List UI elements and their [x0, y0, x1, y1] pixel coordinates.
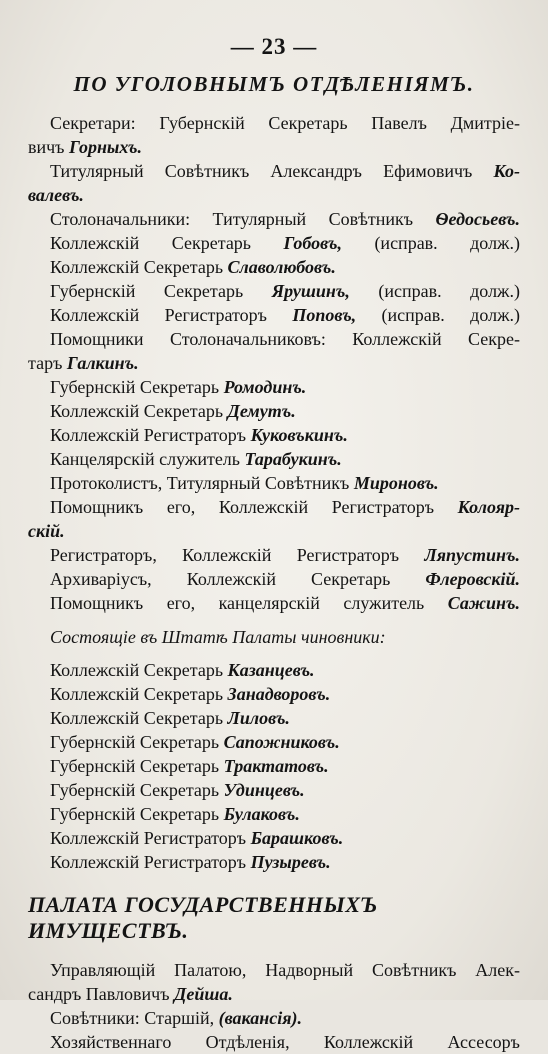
text-line — [28, 327, 520, 351]
text-line — [28, 495, 520, 519]
rank: Коллежскій Регистраторъ — [50, 828, 251, 848]
text-line — [28, 519, 520, 543]
text-line — [28, 159, 520, 183]
person-name: Мироновъ. — [353, 473, 439, 493]
line-text: Протоколистъ, Титулярный Совѣтникъ — [50, 473, 354, 493]
rank: Коллежскій Секретарь — [50, 684, 228, 704]
person-name: Ѳедосьевъ. — [435, 209, 520, 229]
text-line — [28, 231, 520, 255]
line-text: сандръ Павловичъ — [28, 984, 175, 1004]
person-name: (вакансія). — [218, 1008, 302, 1028]
line-text: Архиваріусъ, Коллежскій Секретарь — [50, 569, 426, 589]
line-note: (исправ. долж.) — [341, 233, 520, 253]
rank: Коллежскій Регистраторъ — [50, 852, 251, 872]
rank: Губернскій Секретарь — [50, 756, 224, 776]
text-line — [28, 1006, 520, 1030]
rank: Губернскій Секретарь — [50, 732, 224, 752]
person-name: Горныхъ. — [69, 137, 142, 157]
staff-list-item — [28, 658, 520, 682]
line-text: Титулярный Совѣтникъ Александръ Ефимовичъ — [50, 161, 494, 181]
text-line — [28, 399, 520, 423]
person-name: Пузыревъ. — [250, 852, 331, 872]
line-text: Губернскій Секретарь — [50, 281, 272, 301]
person-name: Лиловъ. — [227, 708, 290, 728]
line-text: Помощникъ его, канцелярскій служитель — [50, 593, 448, 613]
person-name: Казанцевъ. — [227, 660, 315, 680]
line-text: Помощникъ его, Коллежскій Регистраторъ — [50, 497, 458, 517]
person-name: Занадворовъ. — [227, 684, 331, 704]
text-line — [28, 447, 520, 471]
section-heading-criminal: ПО УГОЛОВНЫМЪ ОТДѢЛЕНІЯМЪ. — [73, 72, 475, 96]
person-name: Поповъ, — [292, 305, 357, 325]
person-name: Булаковъ. — [223, 804, 300, 824]
line-text: Коллежскій Секретарь — [50, 401, 228, 421]
line-text: Управляющій Палатою, Надворный Совѣтникъ Алек- — [50, 960, 520, 980]
person-name: Колояр- — [457, 497, 520, 517]
person-name: Трактатовъ. — [223, 756, 329, 776]
page-number: — 23 — — [230, 34, 318, 59]
text-line — [28, 423, 520, 447]
text-line — [28, 471, 520, 495]
line-text: Помощники Столоначальниковъ: Коллежскій Секре- — [50, 329, 520, 349]
text-line — [28, 543, 520, 567]
text-line — [28, 183, 520, 207]
rank: Коллежскій Секретарь — [50, 660, 228, 680]
text-line — [28, 351, 520, 375]
person-name: Барашковъ. — [250, 828, 344, 848]
text-line — [28, 303, 520, 327]
rank: Губернскій Секретарь — [50, 780, 224, 800]
page-content — [28, 70, 520, 1054]
line-note: (исправ. долж.) — [356, 305, 521, 325]
person-name: валевъ. — [28, 185, 84, 205]
text-line — [28, 279, 520, 303]
line-text: Совѣтники: Старшій, — [50, 1008, 219, 1028]
person-name: Куковъкинъ. — [250, 425, 348, 445]
text-line — [28, 255, 520, 279]
line-text: Губернскій Секретарь — [50, 377, 224, 397]
section-state-property-body — [28, 958, 520, 1054]
person-name: Ярушинъ, — [271, 281, 350, 301]
person-name: скій. — [28, 521, 65, 541]
person-name: Удинцевъ. — [223, 780, 305, 800]
section-heading-state-property: ПАЛАТА ГОСУДАРСТВЕННЫХЪ ИМУЩЕСТВЪ. — [28, 892, 378, 943]
text-line — [28, 958, 520, 982]
section-criminal-body — [28, 111, 520, 615]
person-name: Дейша. — [174, 984, 233, 1004]
rank: Коллежскій Секретарь — [50, 708, 228, 728]
line-text: Хозяйственнаго Отдѣленія, Коллежскій Ассесоръ — [50, 1032, 520, 1052]
staff-list-item — [28, 682, 520, 706]
line-text: Секретари: Губернскій Секретарь Павелъ Дмитріе- — [50, 113, 520, 133]
text-line — [28, 135, 520, 159]
line-text: Столоначальники: Титулярный Совѣтникъ — [50, 209, 436, 229]
line-text: таръ — [28, 353, 67, 373]
staff-list — [28, 658, 520, 874]
line-text: Коллежскій Регистраторъ — [50, 305, 293, 325]
staff-subheading: Состоящіе въ Штатѣ Палаты чиновники: — [50, 627, 386, 647]
person-name: Галкинъ. — [66, 353, 139, 373]
text-line — [28, 982, 520, 1006]
person-name: Гобовъ, — [283, 233, 342, 253]
line-text: Канцелярскій служитель — [50, 449, 245, 469]
person-name: Демутъ. — [227, 401, 296, 421]
line-text: Коллежскій Регистраторъ — [50, 425, 251, 445]
line-text: Регистраторъ, Коллежскій Регистраторъ — [50, 545, 425, 565]
text-line — [28, 1030, 520, 1054]
staff-list-item — [28, 754, 520, 778]
person-name: Сажинъ. — [447, 593, 520, 613]
staff-list-item — [28, 850, 520, 874]
person-name: Ко- — [493, 161, 520, 181]
text-line — [28, 375, 520, 399]
text-line — [28, 207, 520, 231]
line-note: (исправ. долж.) — [349, 281, 520, 301]
person-name: Славолюбовъ. — [227, 257, 336, 277]
person-name: Сапожниковъ. — [223, 732, 340, 752]
text-line — [28, 567, 520, 591]
person-name: Ромодинъ. — [223, 377, 307, 397]
staff-list-item — [28, 730, 520, 754]
rank: Губернскій Секретарь — [50, 804, 224, 824]
line-text: Коллежскій Секретарь — [50, 233, 284, 253]
text-line — [28, 591, 520, 615]
person-name: Флеровскій. — [425, 569, 520, 589]
person-name: Тарабукинъ. — [244, 449, 342, 469]
text-line — [28, 111, 520, 135]
line-text: Коллежскій Секретарь — [50, 257, 228, 277]
staff-list-item — [28, 826, 520, 850]
staff-list-item — [28, 778, 520, 802]
staff-list-item — [28, 706, 520, 730]
line-text: вичъ — [28, 137, 69, 157]
staff-list-item — [28, 802, 520, 826]
person-name: Ляпустинъ. — [424, 545, 520, 565]
